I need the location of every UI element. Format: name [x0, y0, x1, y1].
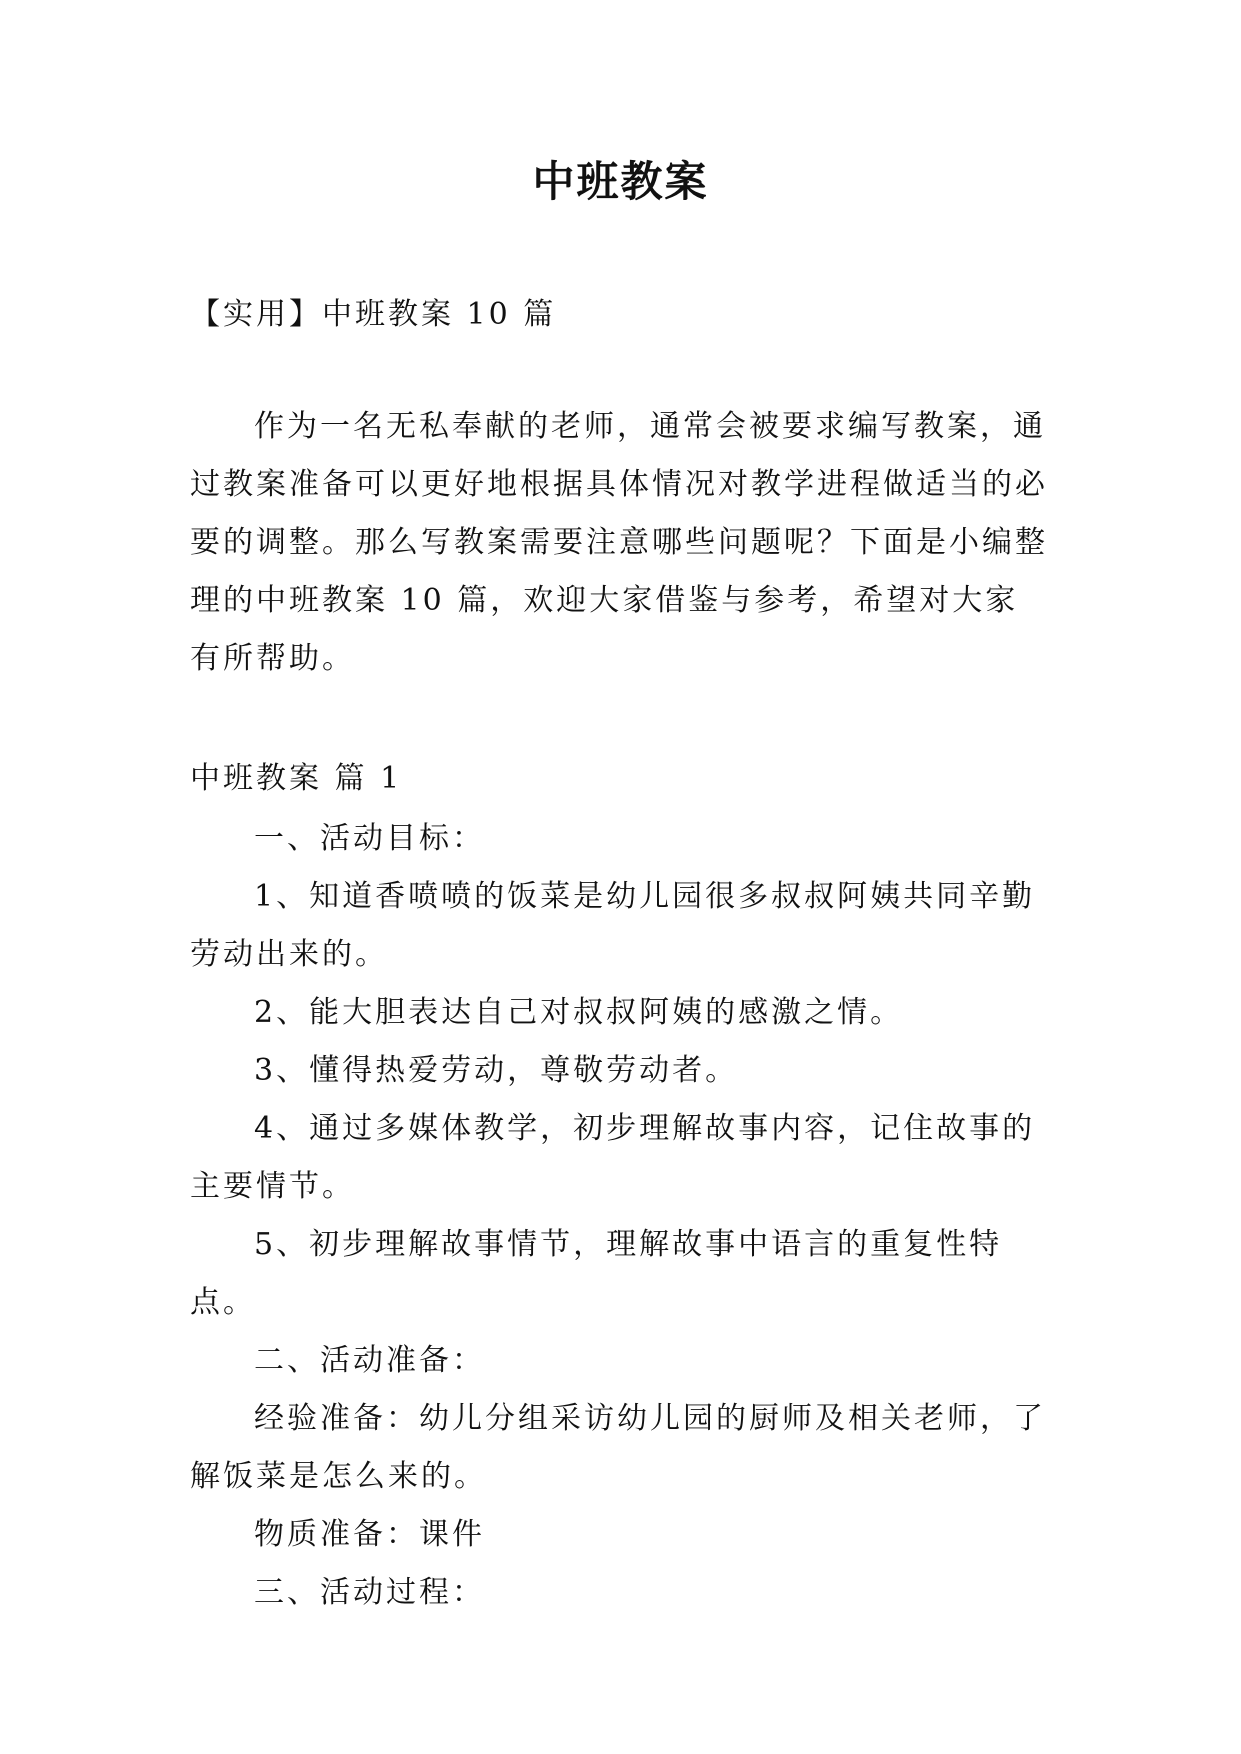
paragraph-line: 物质准备：课件: [254, 1517, 485, 1552]
paragraph-line: 5、初步理解故事情节，理解故事中语言的重复性特点。: [190, 1227, 1003, 1320]
paragraph-line: 3、懂得热爱劳动，尊敬劳动者。: [254, 1053, 739, 1088]
section-heading: 中班教案 篇 1: [190, 761, 403, 796]
section-body: [190, 810, 1050, 1622]
intro-paragraph: 作为一名无私奉献的老师，通常会被要求编写教案，通过教案准备可以更好地根据具体情况对教学进程做适当的必要的调整。那么写教案需要注意哪些问题呢？下面是小编整理的中班教案 10 篇，欢迎大家借鉴与参考，希望对大家有所帮助。: [190, 409, 1048, 676]
document-subtitle: 【实用】中班教案 10 篇: [190, 297, 557, 332]
paragraph-line: 一、活动目标：: [254, 821, 485, 856]
paragraph-line: 4、通过多媒体教学，初步理解故事内容，记住故事的主要情节。: [190, 1111, 1036, 1204]
paragraph-line: 1、知道香喷喷的饭菜是幼儿园很多叔叔阿姨共同辛勤劳动出来的。: [190, 879, 1036, 972]
paragraph-line: 2、能大胆表达自己对叔叔阿姨的感激之情。: [254, 995, 904, 1030]
paragraph-line: 三、活动过程：: [254, 1575, 485, 1610]
paragraph-line: 二、活动准备：: [254, 1343, 485, 1378]
paragraph-line: 经验准备：幼儿分组采访幼儿园的厨师及相关老师，了解饭菜是怎么来的。: [190, 1401, 1046, 1494]
document-title: 中班教案: [532, 157, 709, 206]
